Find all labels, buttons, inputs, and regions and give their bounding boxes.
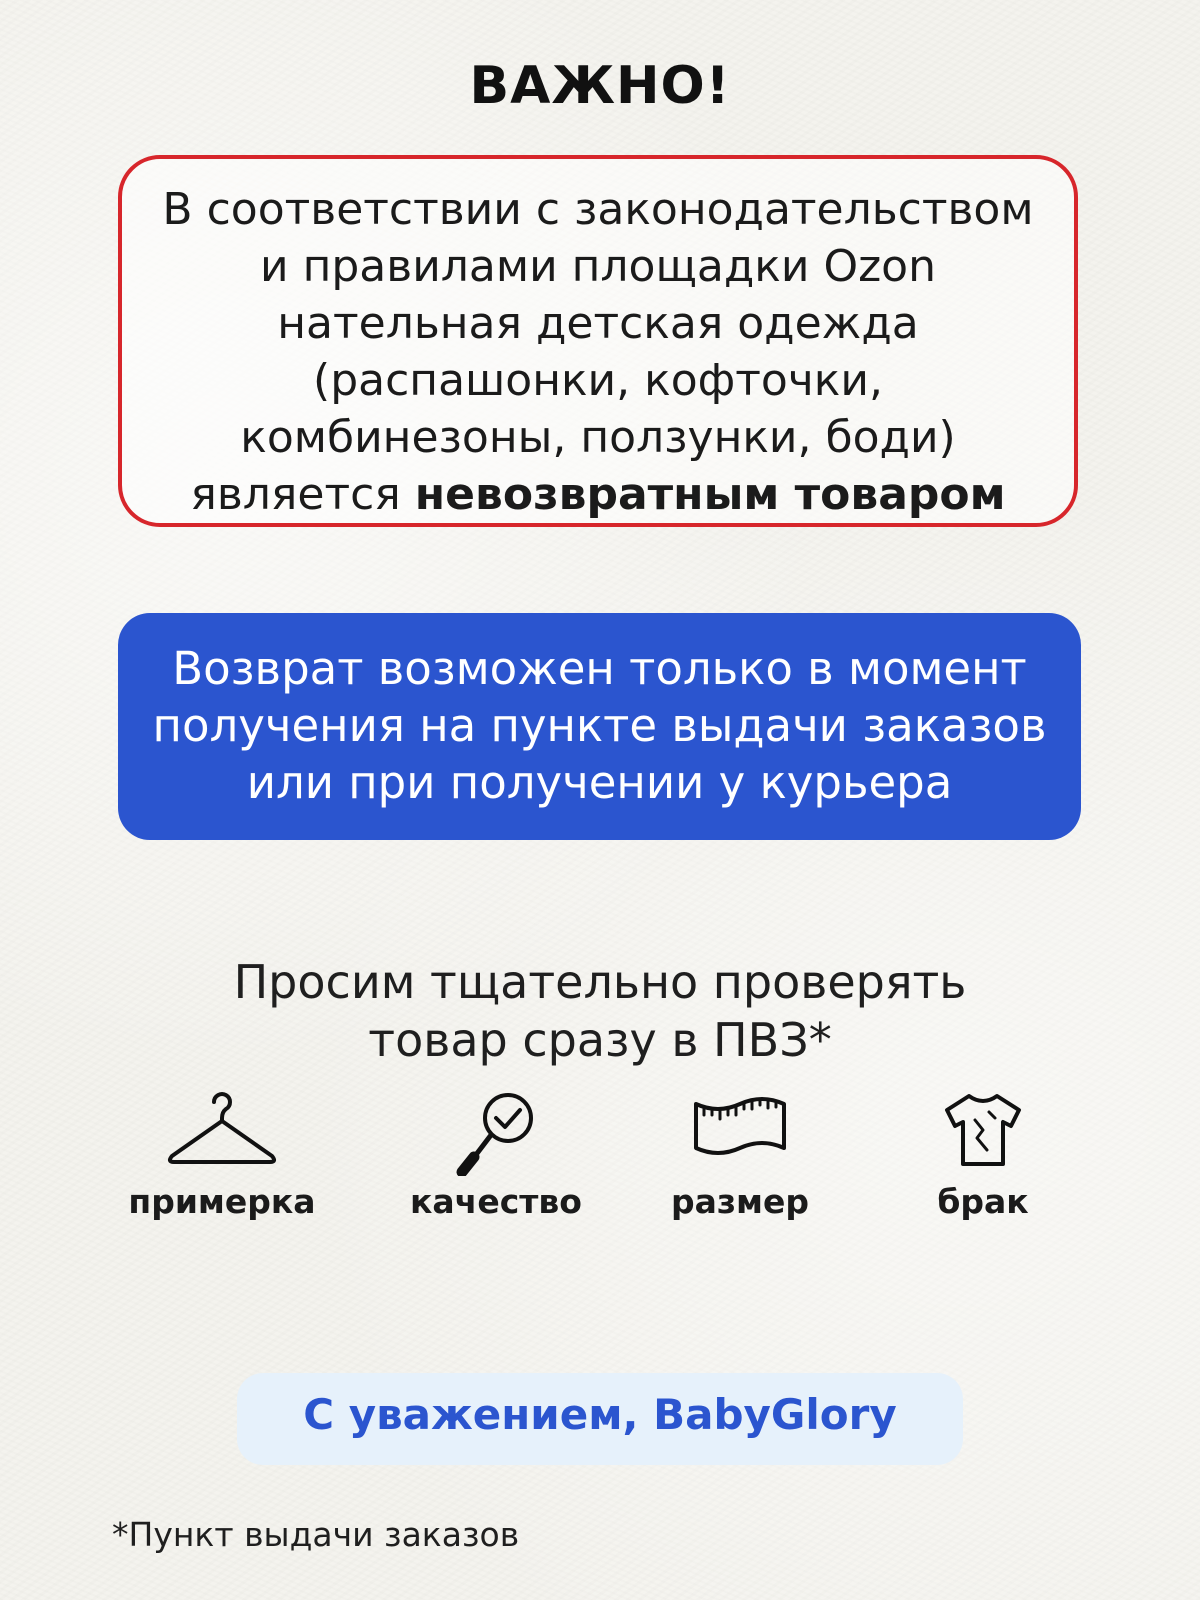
notice-line: комбинезоны, ползунки, боди)	[240, 412, 956, 463]
feature-fitting	[102, 1090, 342, 1221]
notice-box	[118, 155, 1078, 527]
signature-box	[237, 1373, 963, 1465]
return-policy-box	[118, 613, 1081, 840]
return-policy-text	[118, 640, 1081, 811]
feature-label: примерка	[128, 1182, 316, 1221]
check-request	[0, 953, 1200, 1069]
feature-quality	[376, 1090, 616, 1221]
feature-label: размер	[670, 1182, 810, 1221]
feature-label: брак	[937, 1182, 1029, 1221]
non-returnable-emphasis: невозвратным товаром	[414, 469, 1006, 520]
footnote: *Пункт выдачи заказов	[112, 1515, 520, 1554]
return-policy-line: Возврат возможен только в момент	[172, 642, 1027, 695]
feature-defect	[863, 1090, 1103, 1221]
signature-text: С уважением, BabyGlory	[303, 1390, 897, 1439]
notice-line-last	[122, 466, 1074, 523]
notice-line: нательная детская одежда	[277, 298, 919, 349]
notice-line: (распашонки, кофточки,	[313, 355, 883, 406]
notice-line: В соответствии с законодательством	[162, 184, 1034, 235]
check-request-line: товар сразу в ПВЗ*	[368, 1013, 832, 1067]
notice-prefix: является	[190, 469, 415, 520]
feature-label: качество	[410, 1182, 582, 1221]
notice-text	[122, 181, 1074, 523]
page-title: ВАЖНО!	[469, 56, 731, 116]
check-request-line: Просим тщательно проверять	[233, 955, 967, 1009]
hanger-icon	[162, 1090, 282, 1170]
notice-line: и правилами площадки Ozon	[260, 241, 936, 292]
magnifier-check-icon	[436, 1090, 556, 1176]
check-features	[0, 1090, 1200, 1230]
return-policy-line: получения на пункте выдачи заказов	[152, 699, 1047, 752]
feature-size	[620, 1090, 860, 1221]
measuring-tape-icon	[680, 1090, 800, 1170]
return-policy-line: или при получении у курьера	[246, 756, 953, 809]
torn-shirt-icon	[923, 1090, 1043, 1170]
